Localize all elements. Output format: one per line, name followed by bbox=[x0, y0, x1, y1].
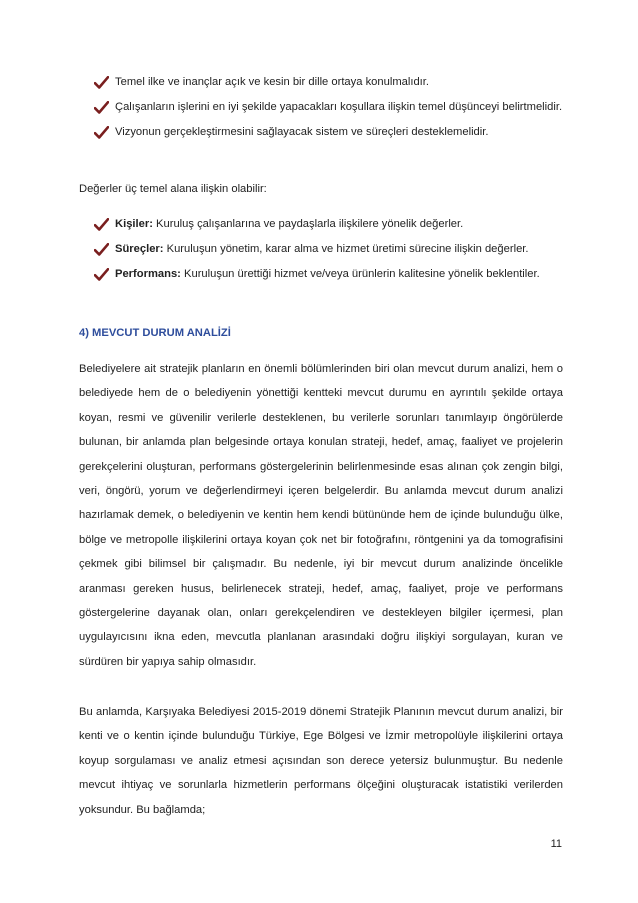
list-item bbox=[94, 95, 563, 120]
list-item bbox=[94, 120, 563, 145]
value-description: Kuruluş çalışanlarına ve paydaşlarla ilişkilere yönelik değerler. bbox=[152, 218, 464, 230]
values-intro: Değerler üç temel alana ilişkin olabilir: bbox=[79, 183, 267, 195]
list-item-text: Vizyonun gerçekleştirmesini sağlayacak sistem ve süreçleri desteklemelidir. bbox=[115, 126, 489, 138]
value-term: Performans: bbox=[115, 268, 181, 280]
list-item-text: Temel ilke ve inançlar açık ve kesin bir dille ortaya konulmalıdır. bbox=[115, 76, 430, 88]
list-item bbox=[94, 262, 563, 287]
body-paragraph-2: Bu anlamda, Karşıyaka Belediyesi 2015-2019 dönemi Stratejik Planının mevcut durum analizi, bir kenti ve o kentin içinde bulunduğu Türkiye, Ege Bölgesi ve İzmir metropolüyle ilişkilerini ortaya koyup sorgulaması ve analiz etmesi açısından son derece yetersiz bulunmuştur. Bu nedenle mevcut ihtiyaç ve sorunlarla hizmetlerin performans ölçeğini oluşturacak istatistiki verilerden yoksundur. Bu bağlamda; bbox=[79, 706, 563, 816]
list-item-text: Çalışanların işlerini en iyi şekilde yapacakları koşullara ilişkin temel düşünceyi belirtmelidir. bbox=[115, 101, 563, 113]
checkmark-icon bbox=[94, 95, 112, 120]
list-item bbox=[94, 70, 563, 95]
value-areas-list bbox=[94, 212, 563, 287]
checkmark-icon bbox=[94, 120, 112, 145]
list-item bbox=[94, 212, 563, 237]
checkmark-icon bbox=[94, 212, 112, 237]
checkmark-icon bbox=[94, 70, 112, 95]
page-number: 11 bbox=[550, 838, 562, 850]
value-term: Süreçler: bbox=[115, 243, 164, 255]
body-paragraph-1: Belediyelere ait stratejik planların en önemli bölümlerinden biri olan mevcut durum analizi, hem o belediyede hem de o belediyenin yönettiği kentteki mevcut durumu en ayrıntılı şekilde ortaya koyan, resmi ve güvenilir verilerle desteklenen, bu verilerle sorunları tanımlayıp öngörülerde bulunan, bir anlamda plan belgesinde ortaya konulan strateji, hedef, amaç, faaliyet ve projelerin gerekçelerini oluşturan, performans göstergelerinin belirlenmesinde esas alınan çok zengin bilgi, veri, öngörü, yorum ve değerlendirmeyi içeren belgelerdir. Bu anlamda mevcut durum analizi hazırlamak demek, o belediyenin ve kentin hem kendi bütününde hem de içinde bulunduğu ülke, bölge ve metropolle ilişkilerini ortaya koyan çok net bir fotoğrafını, röntgenini ya da tomografisini çekmek gibi bilimsel bir çalışmadır. Bu nedenle, iyi bir mevcut durum analizinde öncelikle aranması gereken husus, belirlenecek strateji, hedef, amaç, faaliyet, proje ve performans göstergelerine dayanak olan, onları gerekçelendiren ve destekleyen bilgiler içermesi, plan uygulayıcısını ikna eden, mevcutla planlanan arasındaki doğru ilişkiyi sorgulayan, kuran ve sürdüren bir yapıya sahip olmasıdır. bbox=[79, 363, 563, 668]
value-term: Kişiler: bbox=[115, 218, 153, 230]
vision-criteria-list bbox=[94, 70, 563, 145]
section-heading: 4) MEVCUT DURUM ANALİZİ bbox=[79, 327, 231, 339]
checkmark-icon bbox=[94, 237, 112, 262]
list-item bbox=[94, 237, 563, 262]
value-description: Kuruluşun ürettiği hizmet ve/veya ürünlerin kalitesine yönelik beklentiler. bbox=[180, 268, 540, 280]
value-description: Kuruluşun yönetim, karar alma ve hizmet üretimi sürecine ilişkin değerler. bbox=[163, 243, 529, 255]
checkmark-icon bbox=[94, 262, 112, 287]
